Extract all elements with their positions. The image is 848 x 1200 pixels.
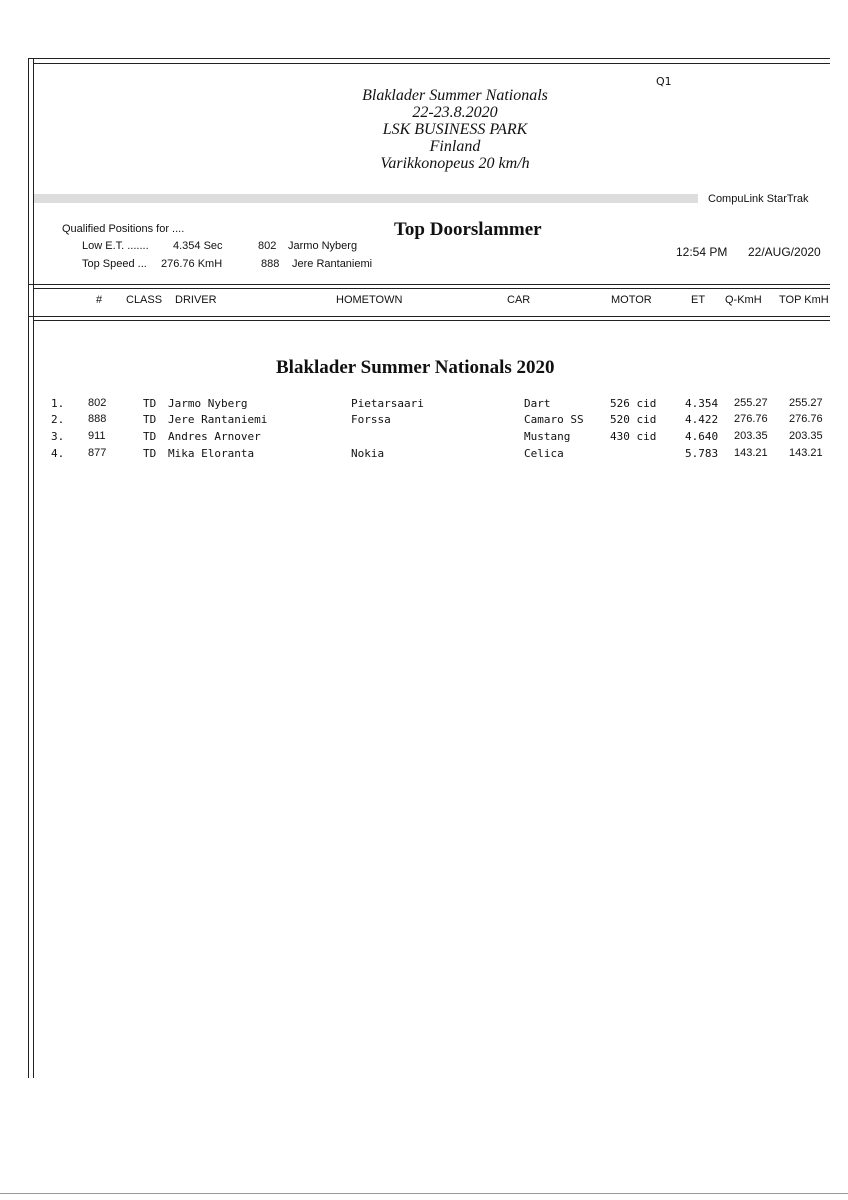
- row-car: Camaro SS: [524, 413, 584, 426]
- col-header-hometown: HOMETOWN: [336, 294, 403, 306]
- row-class: TD: [143, 413, 157, 426]
- row-position: 3.: [51, 430, 65, 443]
- row-et: 4.354: [685, 397, 719, 410]
- row-et: 4.640: [685, 430, 719, 443]
- event-country: Finland: [429, 138, 481, 155]
- report-time: 12:54 PM: [676, 245, 728, 259]
- frame-top-line-inner: [33, 63, 830, 64]
- column-header-divider-1: [28, 316, 830, 317]
- table-row: [0, 447, 848, 464]
- class-title: Top Doorslammer: [394, 219, 542, 240]
- table-row: [0, 397, 848, 414]
- row-car-number: 911: [88, 430, 106, 442]
- col-header-et: ET: [691, 294, 706, 306]
- row-qkmh: 276.76: [734, 413, 768, 425]
- qualified-label: Qualified Positions for ....: [62, 223, 185, 235]
- row-motor: 520 cid: [610, 413, 657, 426]
- table-row: [0, 413, 848, 430]
- row-position: 2.: [51, 413, 65, 426]
- row-driver: Mika Eloranta: [168, 447, 255, 460]
- top-speed-car-number: 888: [261, 258, 280, 270]
- table-row: [0, 430, 848, 447]
- row-hometown: Nokia: [351, 447, 385, 460]
- row-motor: 526 cid: [610, 397, 657, 410]
- row-topkmh: 143.21: [789, 447, 823, 459]
- row-position: 4.: [51, 447, 65, 460]
- row-car: Mustang: [524, 430, 571, 443]
- col-header-car: CAR: [507, 294, 531, 306]
- results-title: Blaklader Summer Nationals 2020: [276, 357, 555, 378]
- row-hometown: Pietarsaari: [351, 397, 424, 410]
- system-brand: CompuLink StarTrak: [708, 193, 809, 205]
- row-topkmh: 203.35: [789, 430, 823, 442]
- row-topkmh: 255.27: [789, 397, 823, 409]
- event-venue: LSK BUSINESS PARK: [382, 121, 528, 138]
- col-header-number: #: [96, 294, 103, 306]
- summary-divider-line-2: [33, 288, 830, 289]
- low-et-label: Low E.T. .......: [82, 240, 149, 252]
- row-hometown: Forssa: [351, 413, 391, 426]
- col-header-motor: MOTOR: [611, 294, 652, 306]
- row-car: Celica: [524, 447, 564, 460]
- low-et-car-number: 802: [258, 240, 277, 252]
- top-speed-label: Top Speed ...: [82, 258, 147, 270]
- session-code: Q1: [656, 75, 672, 88]
- row-et: 4.422: [685, 413, 719, 426]
- column-header-divider-2: [33, 320, 830, 321]
- row-car-number: 877: [88, 447, 107, 459]
- frame-left-line-outer: [28, 58, 29, 1078]
- row-class: TD: [143, 430, 157, 443]
- col-header-class: CLASS: [126, 294, 163, 306]
- col-header-driver: DRIVER: [175, 294, 217, 306]
- event-pit-speed: Varikkonopeus 20 km/h: [380, 155, 530, 172]
- frame-top-line-outer: [28, 58, 830, 59]
- low-et-value: 4.354 Sec: [173, 240, 223, 252]
- col-header-topkmh: TOP KmH: [779, 294, 829, 306]
- row-qkmh: 255.27: [734, 397, 768, 409]
- row-car-number: 888: [88, 413, 107, 425]
- report-date: 22/AUG/2020: [748, 245, 821, 259]
- row-position: 1.: [51, 397, 65, 410]
- row-car-number: 802: [88, 397, 107, 409]
- col-header-qkmh: Q-KmH: [725, 294, 762, 306]
- summary-divider-line-1: [28, 284, 830, 285]
- row-class: TD: [143, 397, 157, 410]
- row-et: 5.783: [685, 447, 719, 460]
- row-driver: Andres Arnover: [168, 430, 261, 443]
- event-title: Blaklader Summer Nationals: [362, 87, 548, 104]
- row-class: TD: [143, 447, 157, 460]
- frame-left-line-inner: [33, 58, 34, 1078]
- low-et-driver: Jarmo Nyberg: [288, 240, 358, 252]
- row-car: Dart: [524, 397, 551, 410]
- row-qkmh: 203.35: [734, 430, 768, 442]
- top-speed-driver: Jere Rantaniemi: [292, 258, 373, 270]
- dotted-separator-band: [34, 194, 698, 203]
- event-dates: 22-23.8.2020: [412, 104, 498, 121]
- top-speed-value: 276.76 KmH: [161, 258, 223, 270]
- page-bottom-line: [0, 1193, 848, 1194]
- row-topkmh: 276.76: [789, 413, 823, 425]
- row-qkmh: 143.21: [734, 447, 768, 459]
- row-driver: Jarmo Nyberg: [168, 397, 248, 410]
- row-driver: Jere Rantaniemi: [168, 413, 268, 426]
- row-motor: 430 cid: [610, 430, 657, 443]
